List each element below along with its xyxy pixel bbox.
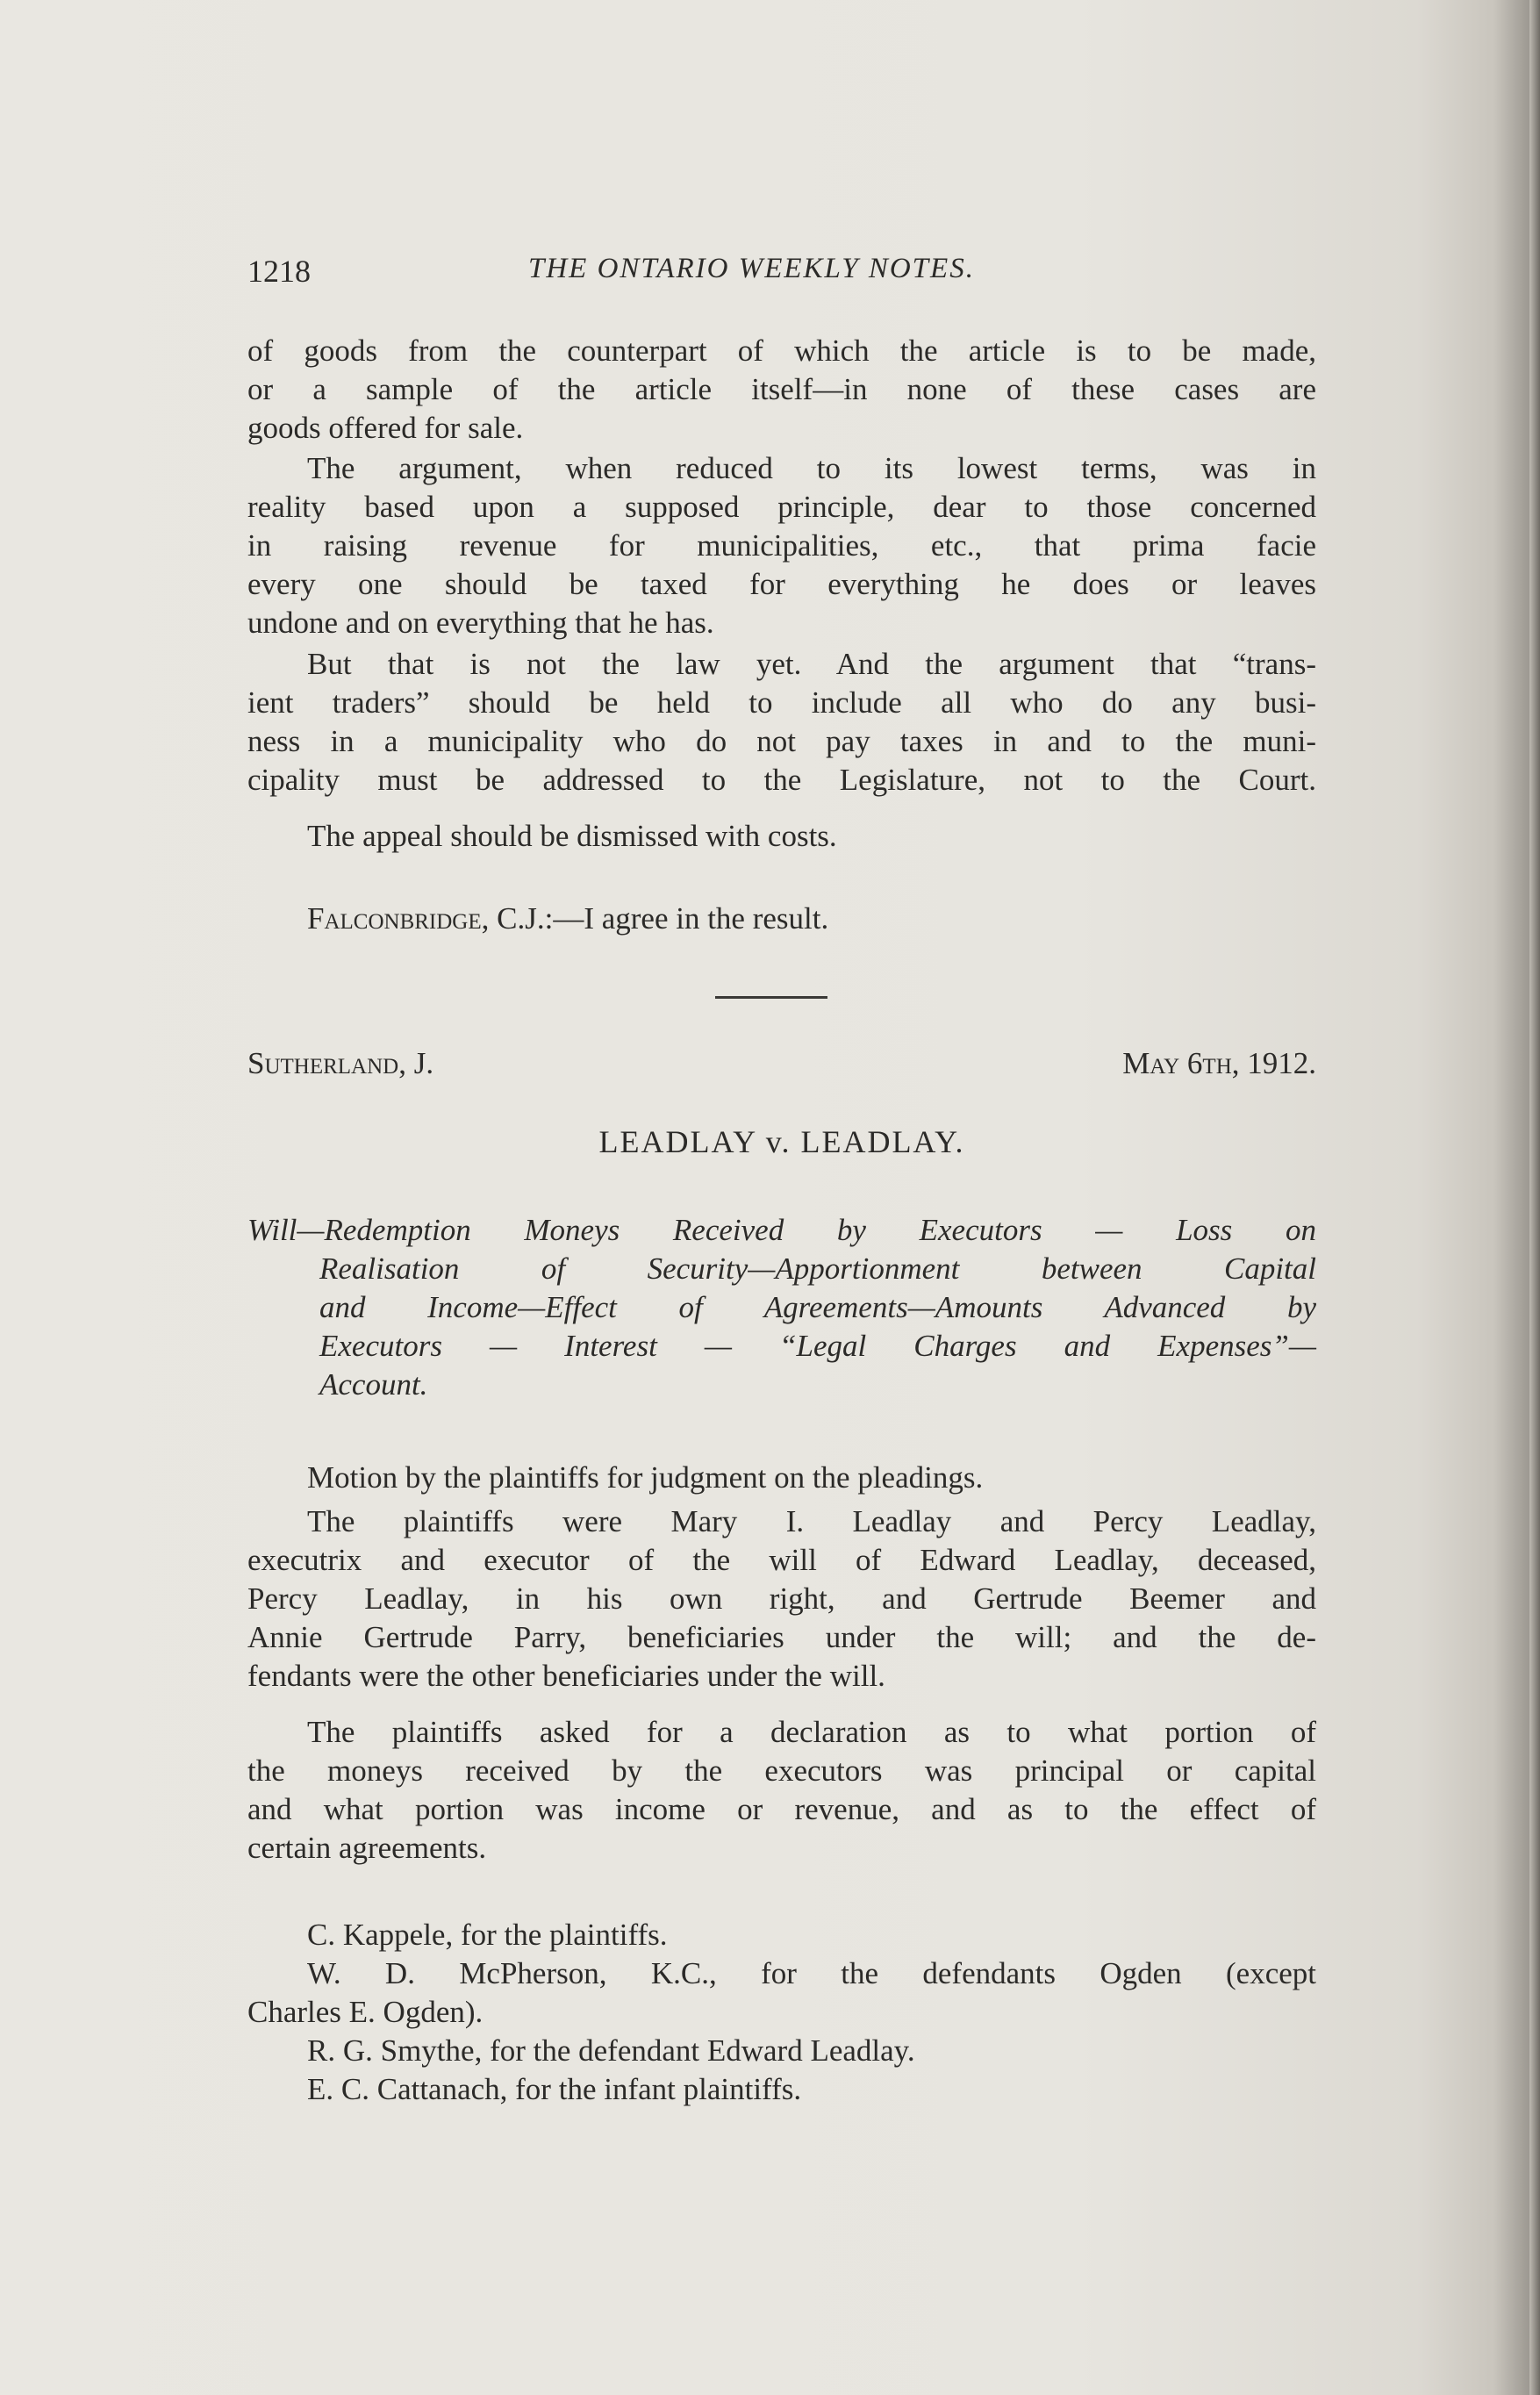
- text-line: in raising revenue for municipalities, etc., that prima facie: [247, 528, 1316, 563]
- text-line: undone and on everything that he has.: [247, 606, 714, 640]
- judge-name: Falconbridge, C.J.: [307, 901, 545, 936]
- text-line: the moneys received by the executors was principal or capital: [247, 1753, 1316, 1788]
- text-line: ness in a municipality who do not pay taxes in and to the muni-: [247, 724, 1316, 758]
- text-line: fendants were the other beneficiaries under the will.: [247, 1659, 885, 1693]
- counsel-entry: R. G. Smythe, for the defendant Edward Leadlay.: [307, 2033, 915, 2068]
- text-line: Realisation of Security—Apportionment between Capital: [319, 1251, 1316, 1286]
- text-line: The plaintiffs asked for a declaration as to what portion of: [307, 1715, 1316, 1749]
- text-line: But that is not the law yet. And the argument that “trans-: [307, 647, 1316, 681]
- text-line: every one should be taxed for everything he does or leaves: [247, 567, 1316, 601]
- counsel-entry: E. C. Cattanach, for the infant plaintiffs.: [307, 2072, 802, 2106]
- text-line: executrix and executor of the will of Edward Leadlay, deceased,: [247, 1543, 1316, 1577]
- text-line: Will—Redemption Moneys Received by Executors — Loss on: [247, 1213, 1316, 1247]
- case-date: May 6th, 1912.: [1122, 1046, 1316, 1080]
- running-head: THE ONTARIO WEEKLY NOTES.: [528, 253, 975, 284]
- text-line: reality based upon a supposed principle, dear to those concerned: [247, 490, 1316, 524]
- text-line: ient traders” should be held to include all who do any busi-: [247, 685, 1316, 720]
- case-judge: Sutherland, J.: [247, 1046, 434, 1080]
- page-gutter-shadow: [1529, 0, 1540, 2395]
- text-line: The argument, when reduced to its lowest terms, was in: [307, 451, 1316, 485]
- text-line: and Income—Effect of Agreements—Amounts Advanced by: [319, 1290, 1316, 1324]
- text-line: Account.: [319, 1367, 428, 1402]
- counsel-entry: C. Kappele, for the plaintiffs.: [307, 1918, 668, 1952]
- text-line: goods offered for sale.: [247, 411, 524, 445]
- text-line: Executors — Interest — “Legal Charges and Expenses”—: [319, 1329, 1316, 1363]
- concurrence-text: :—I agree in the result.: [544, 901, 829, 936]
- text-line: of goods from the counterpart of which the article is to be made,: [247, 333, 1316, 368]
- text-line: and what portion was income or revenue, and as to the effect of: [247, 1792, 1316, 1826]
- counsel-entry: Charles E. Ogden).: [247, 1995, 483, 2029]
- case-title: LEADLAY v. LEADLAY.: [598, 1124, 965, 1159]
- text-line: The appeal should be dismissed with costs.: [307, 819, 837, 853]
- text-line: certain agreements.: [247, 1831, 487, 1865]
- page-number: 1218: [247, 254, 311, 289]
- text-line: The plaintiffs were Mary I. Leadlay and Percy Leadlay,: [307, 1504, 1316, 1538]
- text-line: Motion by the plaintiffs for judgment on the pleadings.: [307, 1460, 984, 1495]
- counsel-entry: W. D. McPherson, K.C., for the defendants Ogden (except: [307, 1956, 1316, 1990]
- text-line: or a sample of the article itself—in none of these cases are: [247, 372, 1316, 406]
- text-line: cipality must be addressed to the Legislature, not to the Court.: [247, 763, 1316, 797]
- section-divider: [715, 996, 827, 999]
- text-line: Percy Leadlay, in his own right, and Gertrude Beemer and: [247, 1581, 1316, 1616]
- text-line: Annie Gertrude Parry, beneficiaries under the will; and the de-: [247, 1620, 1316, 1654]
